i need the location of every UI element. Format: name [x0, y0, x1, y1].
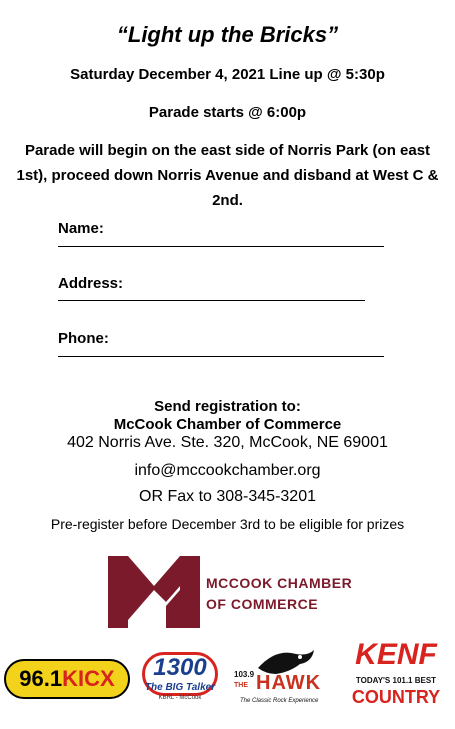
phone-line: [58, 356, 384, 357]
parade-start-time: Parade starts @ 6:00p: [148, 104, 307, 121]
address-label: Address:: [58, 275, 124, 292]
chamber-logo-line2: OF COMMERCE: [206, 596, 319, 612]
name-label: Name:: [58, 220, 104, 237]
kicx-name: KICX: [62, 666, 115, 691]
kenf-tagline: TODAY'S 101.1 BEST: [355, 676, 437, 685]
send-email: info@mccookchamber.org: [134, 462, 321, 479]
kenf-name: KENF: [355, 638, 437, 671]
talker-sub: KBRL - McCook: [158, 695, 202, 701]
send-heading: Send registration to:: [154, 398, 301, 415]
hawk-tagline: The Classic Rock Experience: [240, 698, 319, 704]
chamber-logo-text: [206, 573, 352, 615]
hawk-logo: [234, 648, 334, 712]
talker-number: 1300: [153, 654, 207, 681]
kenf-logo: [346, 638, 446, 718]
name-line: [58, 246, 384, 247]
lineup-time: Saturday December 4, 2021 Line up @ 5:30p: [70, 66, 385, 83]
send-org: McCook Chamber of Commerce: [113, 416, 342, 433]
event-title: “Light up the Bricks”: [116, 22, 339, 47]
send-fax: OR Fax to 308-345-3201: [139, 488, 316, 505]
address-line: [58, 300, 365, 301]
hawk-freq: 103.9: [234, 670, 255, 679]
talker-tagline: The BIG Talker: [144, 682, 216, 693]
send-address: 402 Norris Ave. Ste. 320, McCook, NE 69001: [67, 434, 388, 451]
preregister-note: Pre-register before December 3rd to be eligible for prizes: [50, 516, 405, 532]
hawk-the: THE: [234, 682, 248, 689]
kicx-logo: [4, 659, 130, 699]
phone-label: Phone:: [58, 330, 109, 347]
hawk-name: HAWK: [256, 672, 322, 694]
parade-route: Parade will begin on the east side of Norris Park (on east 1st), proceed down Norris Avenue and disband at West C & 2nd.: [16, 142, 439, 209]
talker-logo: [138, 648, 222, 714]
kicx-prefix: 96.1: [19, 666, 63, 691]
chamber-m-logo-icon: [108, 556, 200, 628]
chamber-logo-line1: MCCOOK CHAMBER: [206, 575, 353, 591]
send-registration: [0, 398, 455, 434]
kenf-format: COUNTRY: [351, 687, 441, 707]
